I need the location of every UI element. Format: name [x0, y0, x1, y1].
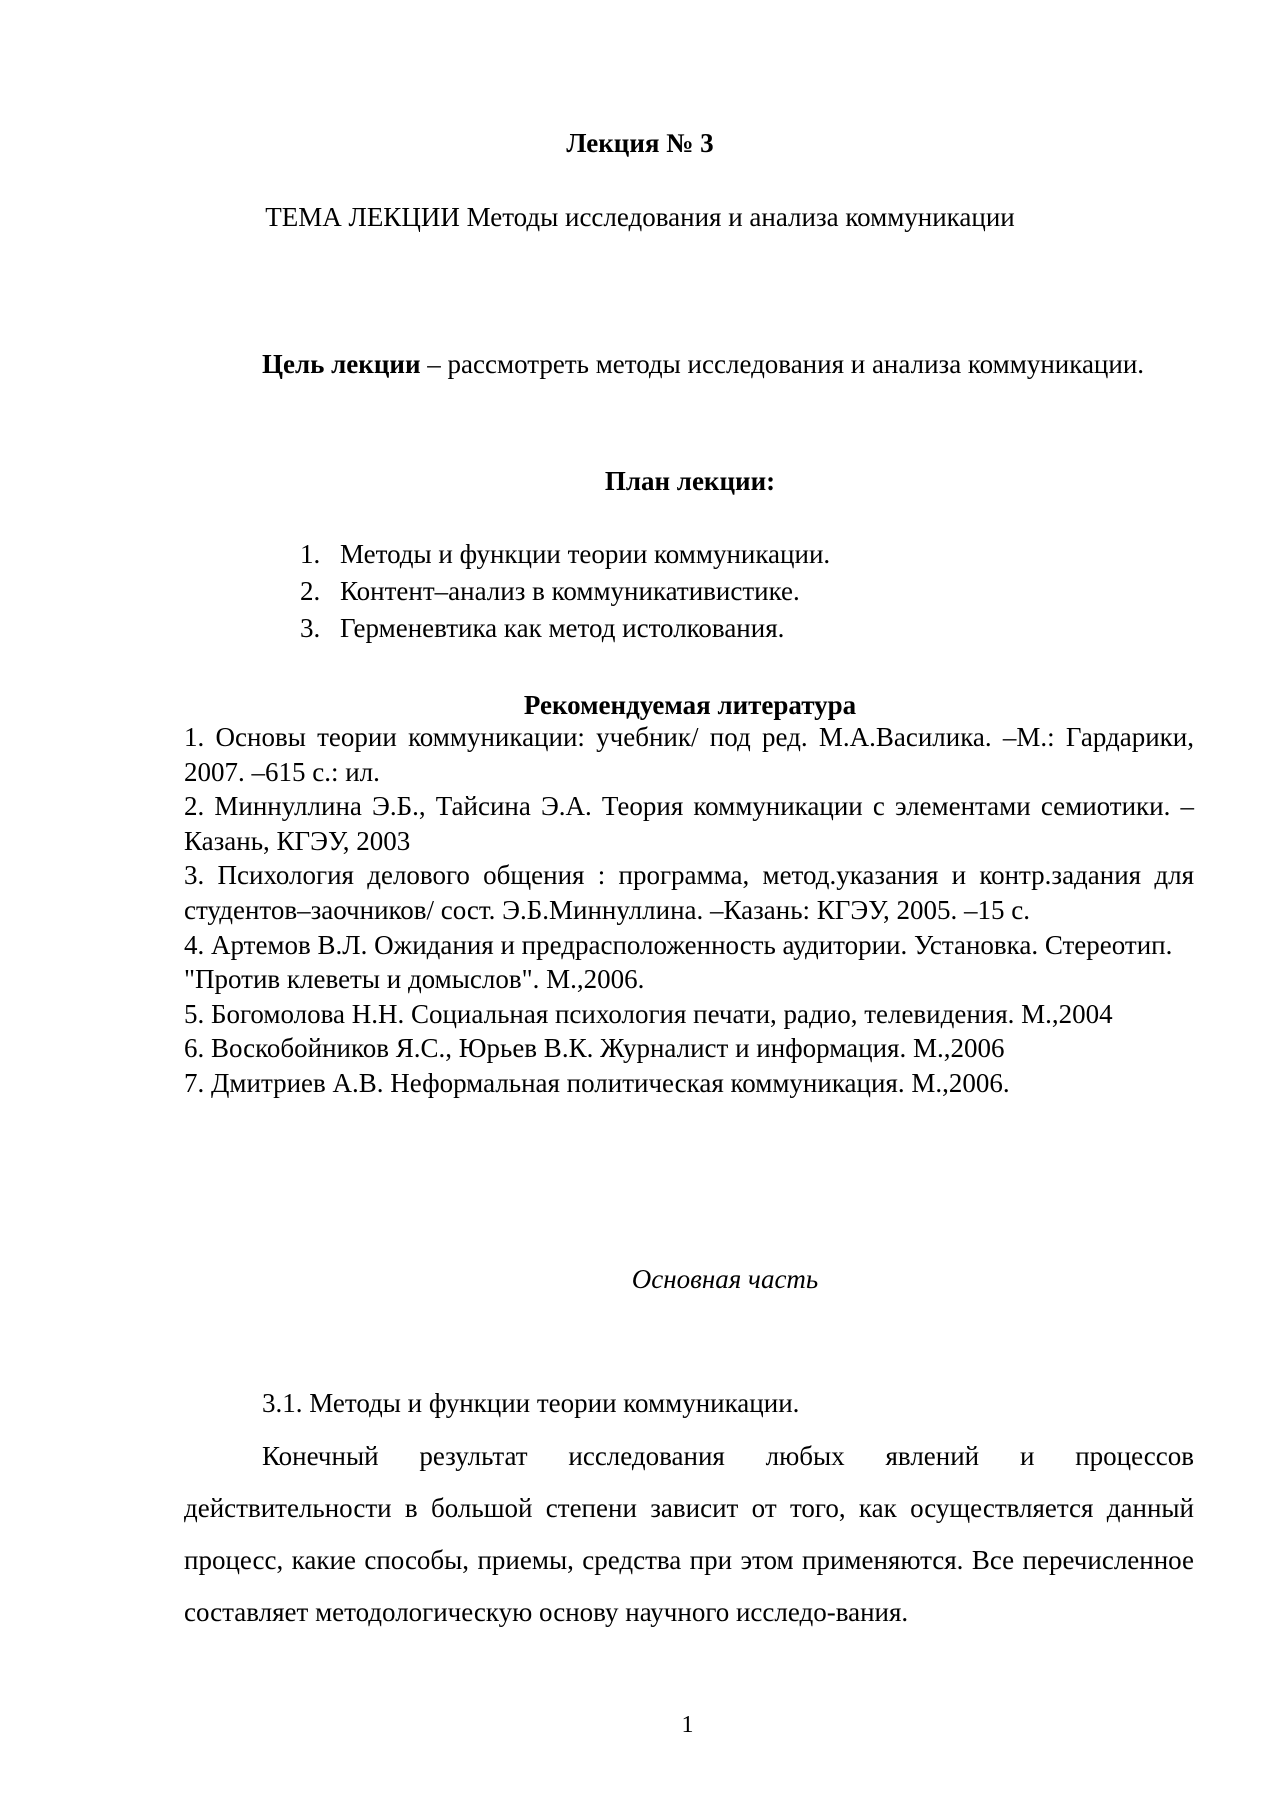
goal-text: – рассмотреть методы исследования и анализа коммуникации. [420, 349, 1145, 379]
literature-item: 5. Богомолова Н.Н. Социальная психология печати, радио, телевидения. М.,2004 [184, 998, 1113, 1029]
literature-item: 6. Воскобойников Я.С., Юрьев В.К. Журналист и информация. М.,2006 [184, 1033, 1005, 1064]
literature-title: Рекомендуемая литература [523, 690, 857, 720]
lecture-goal [184, 344, 1194, 384]
plan-item [300, 573, 1200, 610]
page-number: 1 [681, 1712, 694, 1738]
section-heading: 3.1. Методы и функции теории коммуникации. [262, 1388, 800, 1418]
literature-item: 2. Миннуллина Э.Б., Тайсина Э.А. Теория коммуникации с элементами семиотики. – Казань, КГЭУ, 2003 [184, 791, 1194, 856]
plan-item-number: 2. [300, 576, 321, 606]
lecture-title: Лекция № 3 [566, 128, 714, 158]
plan-item-text: Методы и функции теории коммуникации. [340, 539, 831, 569]
section-paragraph: Конечный результат исследования любых явлений и процессов действительности в большой степени зависит от того, как осуществляется данный процесс, какие способы, приемы, средства при этом применяются. Все перечисленное составляет методологическую основу научного исследо-вания. [184, 1441, 1194, 1627]
plan-title: План лекции: [604, 466, 776, 496]
plan-item-text: Контент–анализ в коммуникативистике. [340, 576, 800, 606]
literature-list [184, 720, 1194, 1101]
plan-item [300, 536, 1200, 573]
plan-list [300, 536, 1200, 647]
literature-item: 7. Дмитриев А.В. Неформальная политическая коммуникация. М.,2006. [184, 1067, 1010, 1098]
lecture-topic: ТЕМА ЛЕКЦИИ Методы исследования и анализа коммуникации [265, 202, 1015, 232]
literature-item: 3. Психология делового общения : программа, метод.указания и контр.задания для студентов–заочников/ сост. Э.Б.Миннуллина. –Казань: КГЭУ, 2005. –15 с. [184, 860, 1194, 925]
plan-item-text: Герменевтика как метод истолкования. [340, 613, 785, 643]
plan-item [300, 610, 1200, 647]
plan-item-number: 1. [300, 539, 321, 569]
main-part-heading: Основная часть [631, 1264, 819, 1294]
goal-label: Цель лекции [262, 349, 421, 379]
plan-item-number: 3. [300, 613, 321, 643]
literature-item: 4. Артемов В.Л. Ожидания и предрасположенность аудитории. Установка. Стереотип. "Против клеветы и домыслов". М.,2006. [184, 929, 1173, 995]
literature-item: 1. Основы теории коммуникации: учебник/ под ред. М.А.Василика. –М.: Гардарики, 2007. –615 с.: ил. [184, 722, 1194, 787]
